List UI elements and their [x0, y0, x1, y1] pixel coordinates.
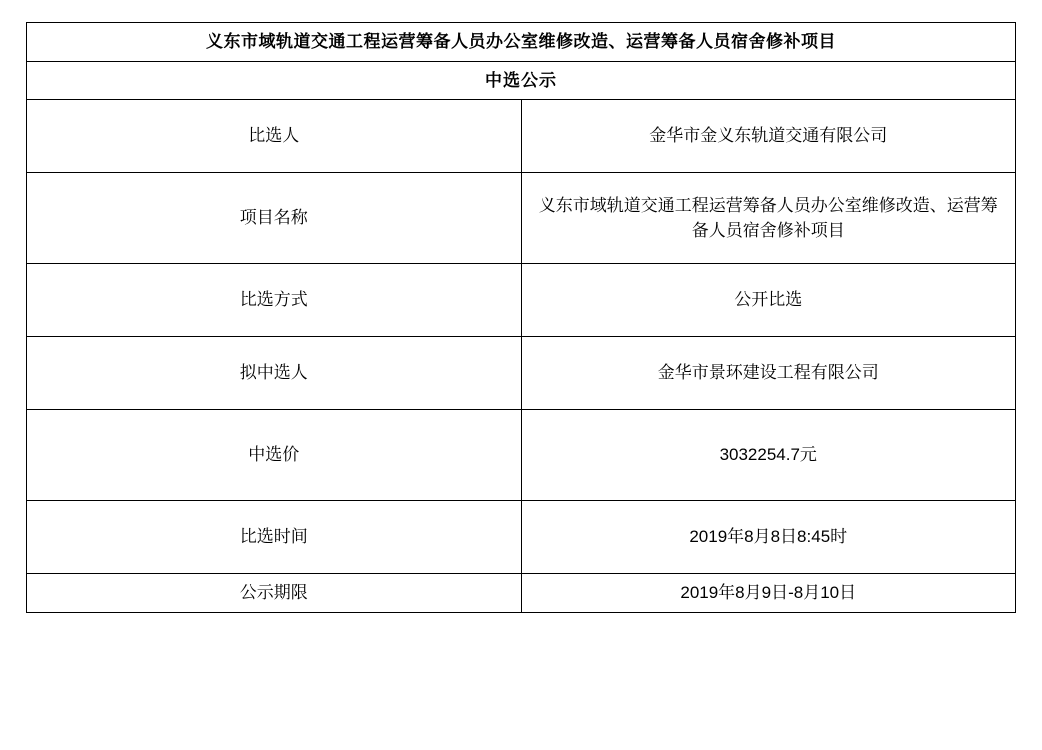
row-value-method: 公开比选 [521, 264, 1016, 337]
row-label-project-name: 项目名称 [27, 173, 522, 264]
row-value-candidate: 金华市景环建设工程有限公司 [521, 337, 1016, 410]
page-subtitle: 中选公示 [27, 61, 1016, 100]
row-value-project-name: 义东市域轨道交通工程运营筹备人员办公室维修改造、运营筹备人员宿舍修补项目 [521, 173, 1016, 264]
row-label-candidate: 拟中选人 [27, 337, 522, 410]
row-label-period: 公示期限 [27, 574, 522, 613]
row-value-period: 2019年8月9日-8月10日 [521, 574, 1016, 613]
table-row [27, 100, 1016, 173]
table-row [27, 501, 1016, 574]
table-row [27, 173, 1016, 264]
notice-table [26, 22, 1016, 613]
table-row [27, 337, 1016, 410]
row-value-price: 3032254.7元 [521, 410, 1016, 501]
table-row [27, 264, 1016, 337]
row-value-bidder: 金华市金义东轨道交通有限公司 [521, 100, 1016, 173]
row-label-bidder: 比选人 [27, 100, 522, 173]
subtitle-row [27, 61, 1016, 100]
page-title: 义东市域轨道交通工程运营筹备人员办公室维修改造、运营筹备人员宿舍修补项目 [27, 23, 1016, 62]
row-label-method: 比选方式 [27, 264, 522, 337]
row-label-time: 比选时间 [27, 501, 522, 574]
row-label-price: 中选价 [27, 410, 522, 501]
table-row [27, 410, 1016, 501]
table-row [27, 574, 1016, 613]
row-value-time: 2019年8月8日8:45时 [521, 501, 1016, 574]
title-row [27, 23, 1016, 62]
